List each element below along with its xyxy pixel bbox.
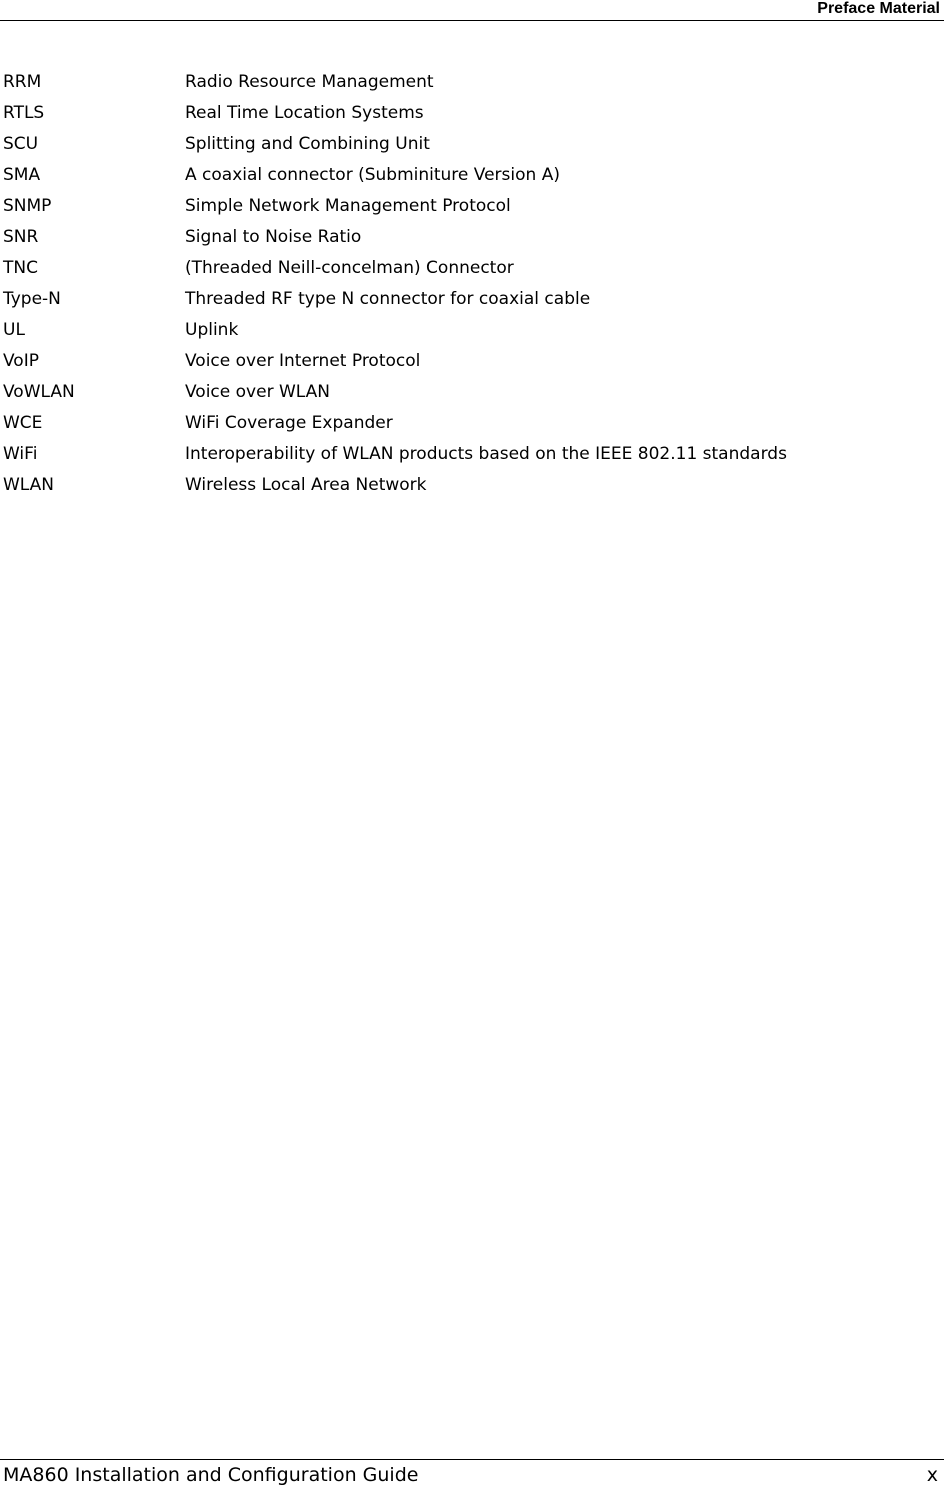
abbreviation-term: SNR <box>3 227 39 247</box>
list-item <box>3 378 933 409</box>
abbreviation-definition: Uplink <box>185 320 239 340</box>
abbreviation-definition: Voice over WLAN <box>185 382 330 402</box>
list-item <box>3 440 933 471</box>
list-item <box>3 409 933 440</box>
abbreviation-term: VoWLAN <box>3 382 75 402</box>
abbreviation-definition: A coaxial connector (Subminiture Version A) <box>185 165 560 185</box>
abbreviation-definition: Signal to Noise Ratio <box>185 227 362 247</box>
abbreviation-term: WiFi <box>3 444 38 464</box>
list-item <box>3 223 933 254</box>
list-item <box>3 254 933 285</box>
page-number: x <box>926 1464 938 1486</box>
abbreviation-term: TNC <box>3 258 38 278</box>
list-item <box>3 130 933 161</box>
header-title: Preface Material <box>817 0 940 17</box>
abbreviation-definition: Threaded RF type N connector for coaxial cable <box>185 289 591 309</box>
abbreviation-term: SNMP <box>3 196 52 216</box>
abbreviation-term: SCU <box>3 134 39 154</box>
list-item <box>3 316 933 347</box>
abbreviation-term: RRM <box>3 72 42 92</box>
abbreviation-term: SMA <box>3 165 41 185</box>
abbreviation-definition: Simple Network Management Protocol <box>185 196 511 216</box>
list-item <box>3 161 933 192</box>
abbreviation-definition: Real Time Location Systems <box>185 103 424 123</box>
abbreviation-term: RTLS <box>3 103 45 123</box>
list-item <box>3 285 933 316</box>
abbreviation-list <box>3 68 933 502</box>
list-item <box>3 99 933 130</box>
abbreviation-definition: Interoperability of WLAN products based on the IEEE 802.11 standards <box>185 444 787 464</box>
abbreviation-term: WCE <box>3 413 43 433</box>
abbreviation-definition: (Threaded Neill-concelman) Connector <box>185 258 514 278</box>
list-item <box>3 68 933 99</box>
abbreviation-definition: Voice over Internet Protocol <box>185 351 421 371</box>
abbreviation-definition: Splitting and Combining Unit <box>185 134 430 154</box>
abbreviation-definition: WiFi Coverage Expander <box>185 413 393 433</box>
abbreviation-term: WLAN <box>3 475 55 495</box>
abbreviation-term: Type-N <box>3 289 61 309</box>
footer-document-title: MA860 Installation and Configuration Guide <box>3 1464 419 1486</box>
abbreviation-definition: Radio Resource Management <box>185 72 434 92</box>
list-item <box>3 192 933 223</box>
abbreviation-term: UL <box>3 320 25 340</box>
abbreviation-term: VoIP <box>3 351 39 371</box>
page-header <box>0 0 944 21</box>
list-item <box>3 471 933 502</box>
page-footer <box>0 1459 944 1487</box>
list-item <box>3 347 933 378</box>
abbreviation-definition: Wireless Local Area Network <box>185 475 427 495</box>
